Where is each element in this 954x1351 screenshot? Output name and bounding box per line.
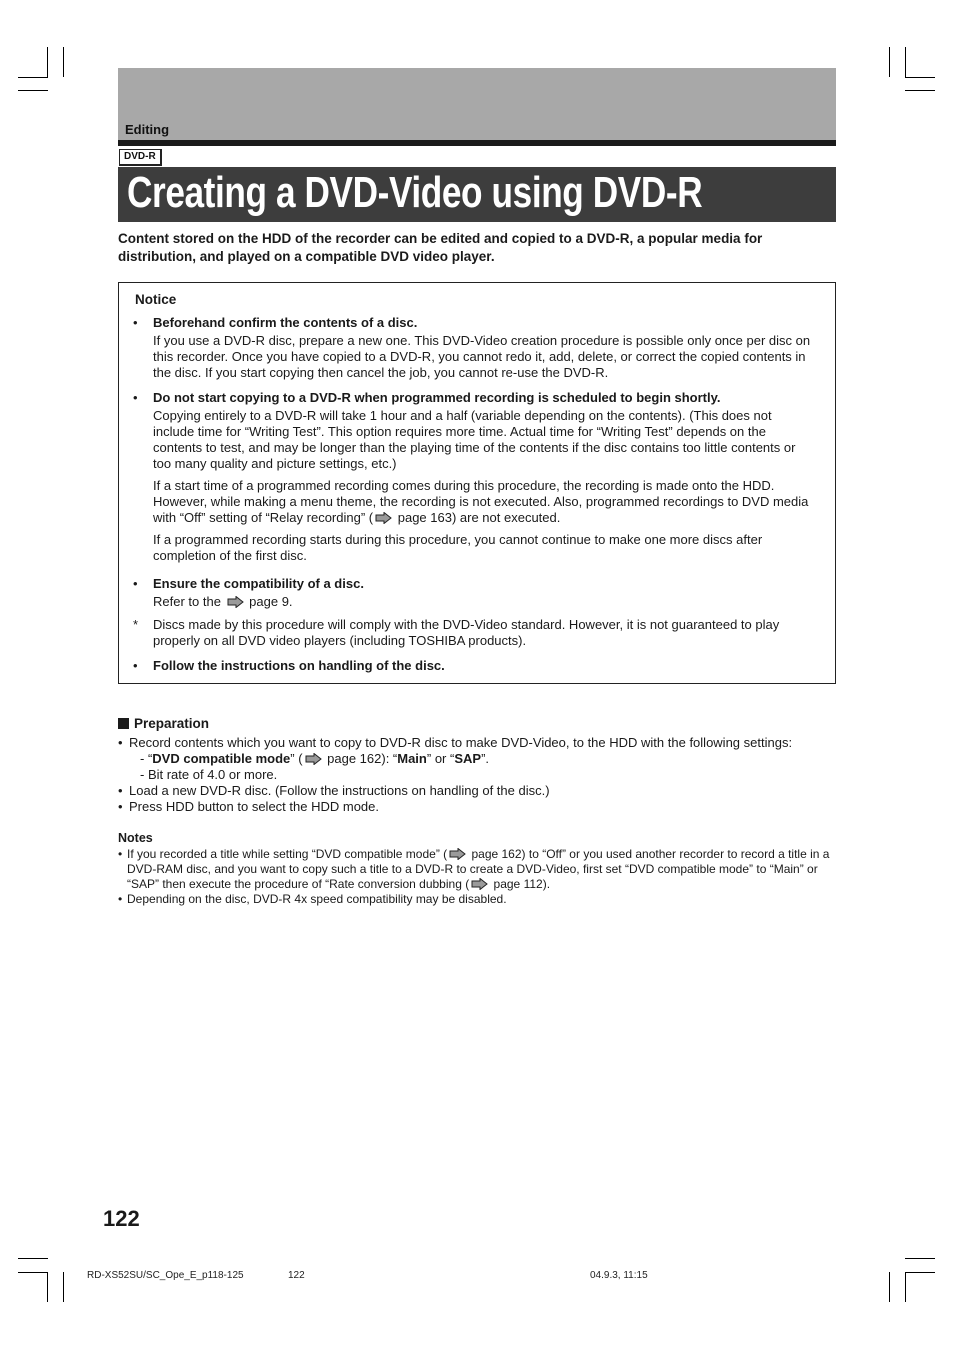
list-item-text [127,847,834,892]
notice-item [133,576,813,610]
crop-mark [18,90,48,91]
text-run: page 162) to “Off” or you used another recorder to record a title in a DVD-RAM disc, and you want to copy such a title to a DVD-R to create a DVD-Video, first set “DVD compatible mode” to “Main” or “SAP” then execute the procedure of “Rate conversion dubbing ( [127,847,830,891]
crop-mark [47,47,48,77]
list-item-text: Load a new DVD-R disc. (Follow the instructions on handling of the disc.) [129,783,550,798]
crop-mark [905,47,906,77]
notice-item-text: If you use a DVD-R disc, prepare a new one. This DVD-Video creation procedure is possible only once per disc on this recorder. Once you have copied to a DVD-R, you cannot redo it, add, delete, or correct the copied contents in the disc. If you start copying then cancel the job, you cannot re-use the DVD-R. [153,333,811,380]
bullet: • [133,315,138,330]
text-run: SAP [454,751,482,766]
bullet: • [118,847,123,861]
notes-heading: Notes [118,831,153,845]
notice-item-heading: Do not start copying to a DVD-R when programmed recording is scheduled to begin shortly. [153,390,721,405]
list-item-text: Record contents which you want to copy to DVD-R disc to make DVD-Video, to the HDD with the following settings: [129,735,793,750]
footer-filename: RD-XS52SU/SC_Ope_E_p118-125 [87,1270,244,1281]
bullet: • [118,735,123,750]
header-rule [118,140,836,146]
footer-timestamp: 04.9.3, 11:15 [590,1270,648,1281]
media-tag: DVD-R [119,149,162,166]
text-run: Refer to the [153,594,225,609]
notice-item [133,390,813,564]
crop-mark [905,77,935,78]
footer-page: 122 [288,1270,305,1281]
crop-mark [18,1258,48,1259]
arrow-right-reference-icon [471,878,488,890]
crop-mark [905,90,935,91]
notice-item-text [153,594,813,610]
text-run: If you recorded a title while setting “DVD compatible mode” ( [127,847,448,861]
crop-mark [889,47,890,77]
list-item-text: Depending on the disc, DVD-R 4x speed compatibility may be disabled. [127,892,507,906]
bullet: • [118,783,123,798]
text-run: Main [397,751,427,766]
list-subitem: - Bit rate of 4.0 or more. [140,767,278,782]
text-run: ”. [481,751,490,766]
crop-mark [905,1272,935,1273]
notice-item-heading: Beforehand confirm the contents of a disc. [153,315,418,330]
crop-mark [63,47,64,77]
crop-mark [18,1272,48,1273]
list-item-text: Press HDD button to select the HDD mode. [129,799,379,814]
crop-mark [889,1272,890,1302]
arrow-right-reference-icon [449,848,466,860]
intro-text: Content stored on the HDD of the recorder can be edited and copied to a DVD-R, a popular media for distribution, and played on a compatible DVD video player. [118,231,763,264]
bullet: • [118,799,123,814]
preparation-list [118,735,838,815]
asterisk-mark: * [133,617,139,632]
preparation-title: Preparation [134,716,210,731]
filled-square-icon [118,718,129,729]
text-run: page 163) are not executed. [394,510,561,525]
arrow-right-reference-icon [305,753,322,765]
crop-mark [63,1272,64,1302]
notice-item [133,658,813,674]
text-run: page 162): “ [323,751,398,766]
list-item [118,847,834,892]
bullet: • [118,892,123,906]
list-item [118,799,838,815]
notice-item [133,315,813,381]
text-run: page 112). [490,877,551,891]
text-run: page 9. [245,594,293,609]
notice-item [133,617,813,649]
header-band [118,68,836,140]
list-item [118,783,838,799]
notice-item-text: If a programmed recording starts during this procedure, you cannot continue to make one more discs after completion of the first disc. [153,532,763,563]
text-run: - “ [140,751,153,766]
notice-box [118,282,836,684]
bullet: • [133,658,138,673]
notes-list [118,847,834,907]
crop-mark [47,1272,48,1302]
bullet: • [133,390,138,405]
crop-mark [905,1258,935,1259]
page-number: 122 [103,1206,140,1231]
notice-item-text: Discs made by this procedure will comply with the DVD-Video standard. However, it is not guaranteed to play properly on all DVD video players (including TOSHIBA products). [153,617,780,648]
bullet: • [133,576,138,591]
list-item [118,892,834,907]
arrow-right-reference-icon [375,512,392,524]
arrow-right-reference-icon [227,596,244,608]
crop-mark [905,1272,906,1302]
title-bar [118,167,836,222]
notice-item-heading: Follow the instructions on handling of the disc. [153,658,445,673]
list-item [118,735,838,783]
text-run: ” ( [290,751,303,766]
text-run: ” or “ [426,751,455,766]
notice-item-text: Copying entirely to a DVD-R will take 1 hour and a half (variable depending on the contents). (This does not include time for “Writing Test”. This option requires more time. Actual time for “Writing Test” depends on the contents to test, and may be longer than the playing time of the contents if the disc contains too little contents or too many quality and picture settings, etc.) [153,408,796,471]
notice-item-text [153,478,813,526]
section-label: Editing [125,122,170,137]
list-subitem [129,751,838,767]
notice-title: Notice [135,292,177,307]
text-run: If a start time of a programmed recording comes during this procedure, the recording is made onto the HDD. However, while making a menu theme, the recording is not executed. Also, programmed recordings to DVD media with “Off” setting of “Relay recording” ( [153,478,809,525]
page-title: Creating a DVD-Video using DVD-R [127,168,703,217]
preparation-heading [118,716,209,731]
crop-mark [18,77,48,78]
notice-item-heading: Ensure the compatibility of a disc. [153,576,364,591]
text-run: DVD compatible mode [152,751,291,766]
